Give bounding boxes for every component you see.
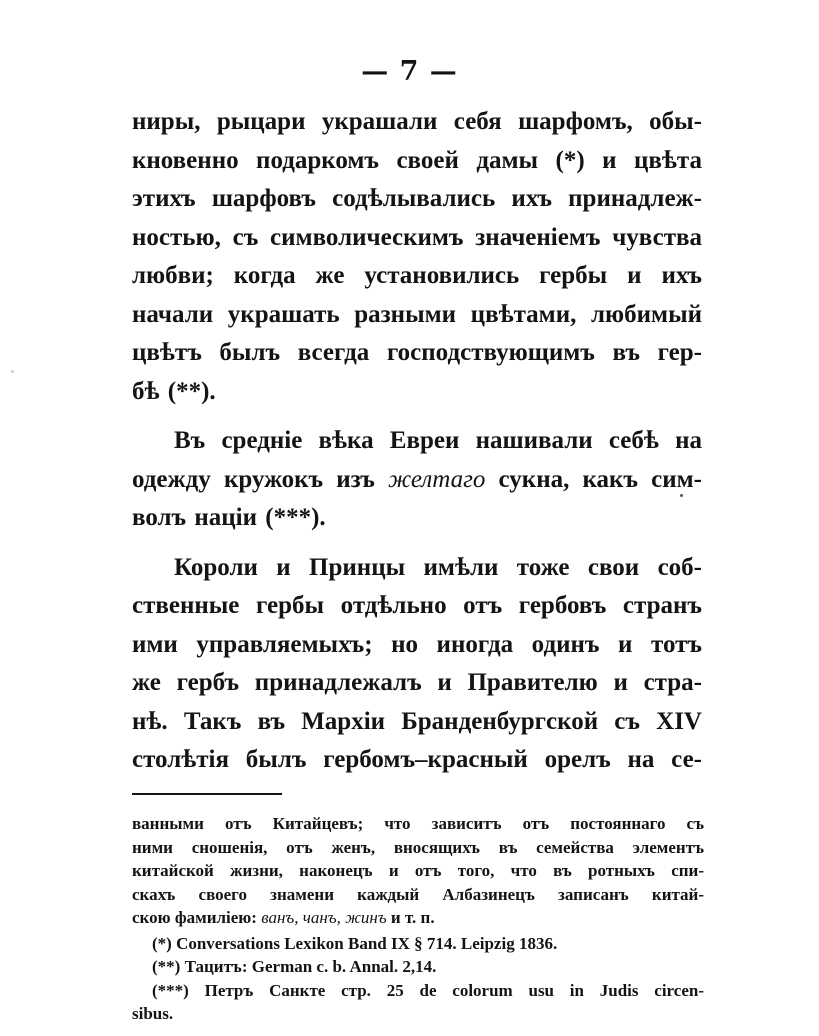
text-line: цвѣтъ былъ всегда господствующимъ въ гер- [132, 339, 702, 366]
paragraph-3 [132, 549, 702, 780]
scan-speck [11, 370, 14, 373]
footnote-3-continuation: sibus. [132, 1004, 174, 1023]
text-line: этихъ шарфовъ содѣлывались ихъ принадлеж- [132, 185, 702, 212]
text-line: бѣ (**). [132, 377, 216, 405]
text-line: ими управляемыхъ; но иногда одинъ и тотъ [132, 630, 702, 658]
footnote-line: китайской жизни, наконецъ и отъ того, что въ ротныхъ спи- [132, 861, 704, 880]
footnotes [132, 812, 704, 1026]
text-line: же гербъ принадлежалъ и Правителю и стра- [132, 669, 702, 696]
paragraph-1 [132, 103, 702, 411]
text-line: начали украшать разными цвѣтами, любимый [132, 300, 702, 328]
footnote-2: (**) Тацитъ: German c. b. Annal. 2,14. [152, 957, 437, 976]
paragraph-2 [132, 422, 702, 538]
italic-word: желтаго [387, 465, 486, 493]
text-run: сукна, какъ сим- [485, 465, 703, 493]
footnote-divider [132, 793, 282, 795]
footnote-line [132, 906, 704, 930]
footnote-line: скахъ своего знамени каждый Албазинецъ записанъ китай- [132, 884, 704, 904]
main-text [132, 103, 702, 791]
text-run: одежду кружокъ изъ [132, 465, 388, 493]
text-line: столѣтiя былъ гербомъ–красный орелъ на се- [132, 746, 702, 773]
text-line [132, 461, 702, 500]
text-line: нѣ. Такъ въ Мархiи Бранденбургской съ XIV [132, 707, 702, 735]
text-line: Короли и Принцы имѣли тоже свои соб- [174, 553, 702, 581]
footnote-line: ними сношенiя, отъ женъ, вносящихъ въ семейства элементъ [132, 837, 704, 857]
footnote-1: (*) Conversations Lexikon Band IX § 714. Leipzig 1836. [152, 933, 558, 953]
text-line: ниры, рыцари украшали себя шарфомъ, обы- [132, 108, 702, 135]
scan-speck [680, 494, 683, 497]
text-line: любви; когда же установились гербы и ихъ [132, 262, 702, 289]
text-line: волъ нацiи (***). [132, 504, 326, 531]
page-number: — 7 — [361, 56, 458, 87]
text-line: кновенно подаркомъ своей дамы (*) и цвѣта [132, 146, 702, 174]
italic-words: ванъ, чанъ, жинъ [261, 908, 387, 927]
text-line: Въ среднiе вѣка Евреи нашивали себѣ на [174, 427, 702, 454]
text-line: ностью, съ символическимъ значенiемъ чувства [132, 223, 702, 251]
text-line: ственные гербы отдѣльно отъ гербовъ странъ [132, 592, 702, 619]
footnote-3: (***) Петръ Санкте стр. 25 de colorum usu in Judis circen- [152, 980, 704, 1000]
text-run: и т. п. [386, 908, 435, 927]
footnote-line: ванными отъ Китайцевъ; что зависитъ отъ постояннаго съ [132, 814, 704, 833]
text-run: скою фамилiею: [132, 908, 262, 927]
